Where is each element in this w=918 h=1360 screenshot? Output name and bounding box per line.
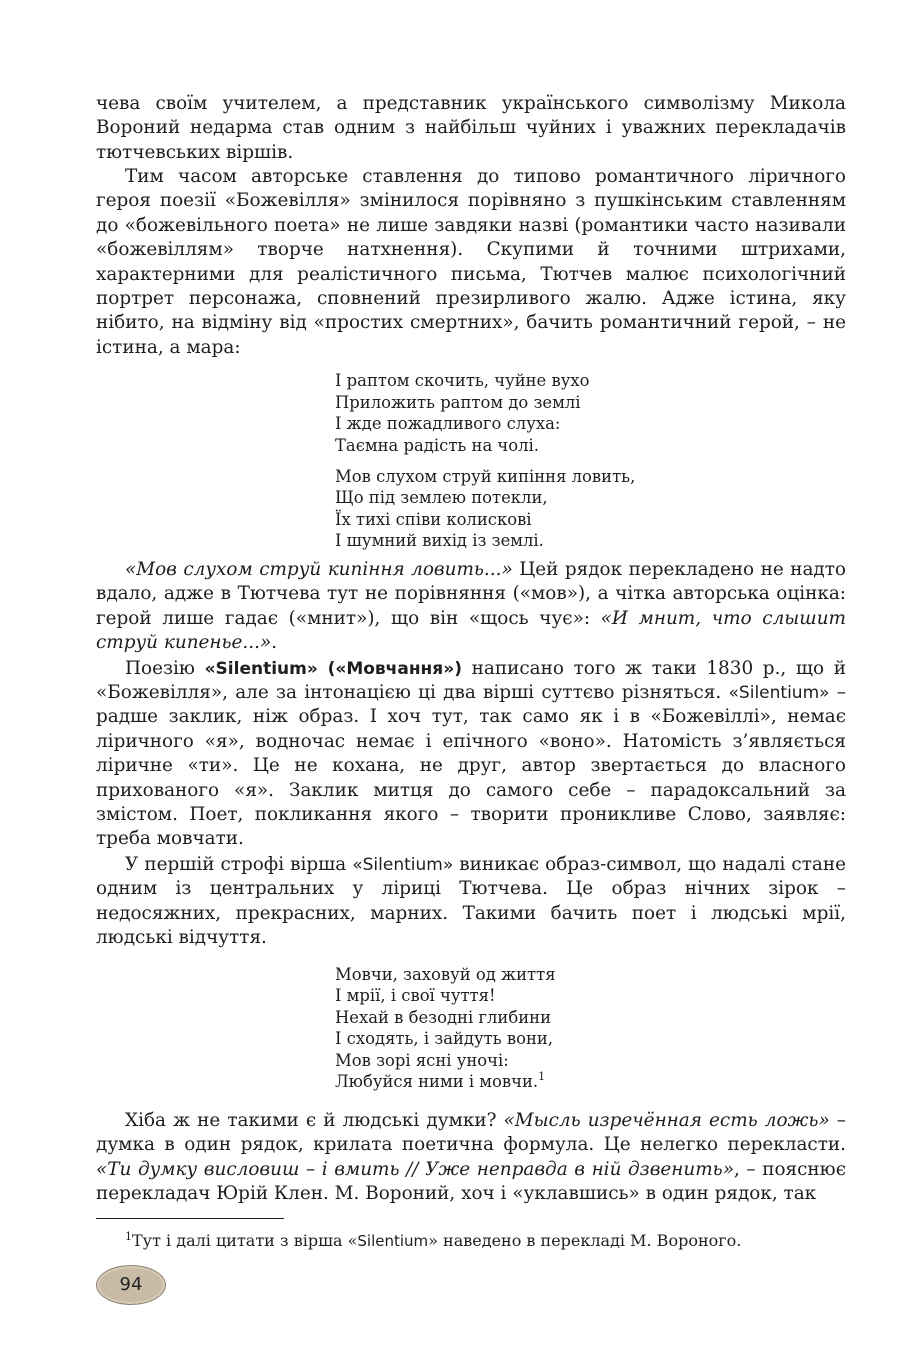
verse-line: І жде пожадливого слуха: — [335, 414, 561, 434]
quote-klen: «Ти думку висловиш – і вмить // Уже неправда в ній дзвенить» — [96, 1158, 734, 1180]
paragraph-first-stanza — [96, 853, 846, 951]
text: – думка в один рядок, крилата поетична формула. Це нелегко перекласти. — [96, 1110, 846, 1156]
title-silentium: «Silentium» («Мовчання») — [204, 658, 462, 679]
footnote-text: » наведено в перекладі М. Вороного. — [428, 1231, 742, 1250]
text: Поезію — [125, 657, 205, 679]
text: У першій строфі вірша — [125, 853, 353, 875]
quote-original: «И мнит, что слышит струй кипенье...» — [96, 607, 846, 654]
verse-line: Мовчи, заховуй од життя — [335, 964, 556, 984]
verse-line: І шумний вихід із землі. — [335, 531, 544, 551]
footnote-divider — [96, 1218, 284, 1219]
verse-line: Мов зорі ясні уночі: — [335, 1050, 509, 1070]
paragraph-thoughts — [96, 1109, 846, 1207]
quote-translation: «Мов слухом струй кипіння ловить...» — [125, 559, 513, 580]
text: – радше заклик, ніж образ. І хоч тут, так само як і в «Божевіллі», немає ліричного «я», водночас немає і епічного «воно». Натомість з’являється ліричне «ти». Це не кохана, не друг, автор звертається до власного прихованого «я». Заклик митця до самого себе – парадоксальний за змістом. Поет, покликання якого – творити проникливе Слово, заявляє: треба мовчати. — [96, 682, 846, 850]
page-body — [96, 92, 846, 1207]
verse-line: І сходять, і зайдуть вони, — [335, 1029, 554, 1049]
verse-line: І мрії, і свої чуття! — [335, 986, 496, 1006]
verse-line: Нехай в безодні глибини — [335, 1007, 551, 1027]
paragraph-madness-attitude: Тим часом авторське ставлення до типово романтичного ліричного героя поезії «Божевілля» змінилося порівняно з пушкінським ставленням до «божевільного поета» не лише завдяки назві (романтики часто називали «божевіллям» творче натхнення). Скупими й точними штрихами, характерними для реалістичного письма, Тютчев малює психологічний портрет персонажа, сповнений презирливого жалю. Адже істина, яку нібито, на відміну від «простих смертних», бачить романтичний герой, – не істина, а мара: — [96, 166, 846, 358]
word-silentium: «Silentium» — [352, 854, 454, 875]
verse-line: Таємна радість на чолі. — [335, 436, 539, 456]
text: , – пояснює перекладач Юрій Клен. М. Вороний, хоч і «уклавшись» в один рядок, так — [96, 1158, 846, 1205]
word-silentium: «Silentium» — [728, 683, 830, 704]
verse-line: І раптом скочить, чуйне вухо — [335, 371, 590, 391]
text: Хіба ж не такими є й людські думки? — [125, 1110, 504, 1132]
page-number-badge — [96, 1265, 166, 1305]
verse-line-text: Любуйся ними і мовчи. — [335, 1072, 539, 1092]
text: Цей рядок перекладено не надто вдало, адже в Тютчева тут не порівняння («мов»), а чітка авторська оцінка: герой лише гадає («мнит»), що він «щось чує»: — [96, 559, 846, 629]
verse-line: Мов слухом струй кипіння ловить, — [335, 466, 636, 486]
footnote-silentium: Silentium — [357, 1232, 429, 1250]
verse-silentium — [335, 964, 755, 1094]
footnote — [125, 1230, 865, 1252]
verse-line: Їх тихі співи колискові — [335, 509, 532, 529]
text: виникає образ-символ, що надалі стане одним із центральних у ліриці Тютчева. Це образ нічних зірок – недосяжних, прекрасних, марних. Такими бачить поет і людські мрії, людські відчуття. — [96, 853, 846, 949]
footnote-text: Тут і далі цитати з вірша « — [132, 1231, 358, 1250]
paragraph-continuation: чева своїм учителем, а представник українського символізму Микола Вороний недарма став одним з найбільш чуйних і уважних перекладачів тютчевських віршів. — [96, 93, 846, 163]
verse-line — [335, 1071, 755, 1093]
text: написано того ж таки 1830 р., що й «Божевілля», але за інтонацією ці два вірші суттєво різняться. — [96, 657, 846, 704]
page-number: 94 — [119, 1274, 143, 1295]
verse-line: Приложить раптом до землі — [335, 392, 581, 412]
footnote-marker: 1 — [538, 1070, 546, 1084]
verse-madness-stanzas — [335, 370, 755, 552]
paragraph-translation-note — [96, 558, 846, 656]
text: . — [271, 632, 278, 654]
footnote-mark: 1 — [125, 1230, 132, 1243]
paragraph-silentium — [96, 657, 846, 852]
quote-tyutchev: «Мысль изречённая есть ложь» — [503, 1110, 830, 1132]
verse-line: Що під землею потекли, — [335, 488, 548, 508]
